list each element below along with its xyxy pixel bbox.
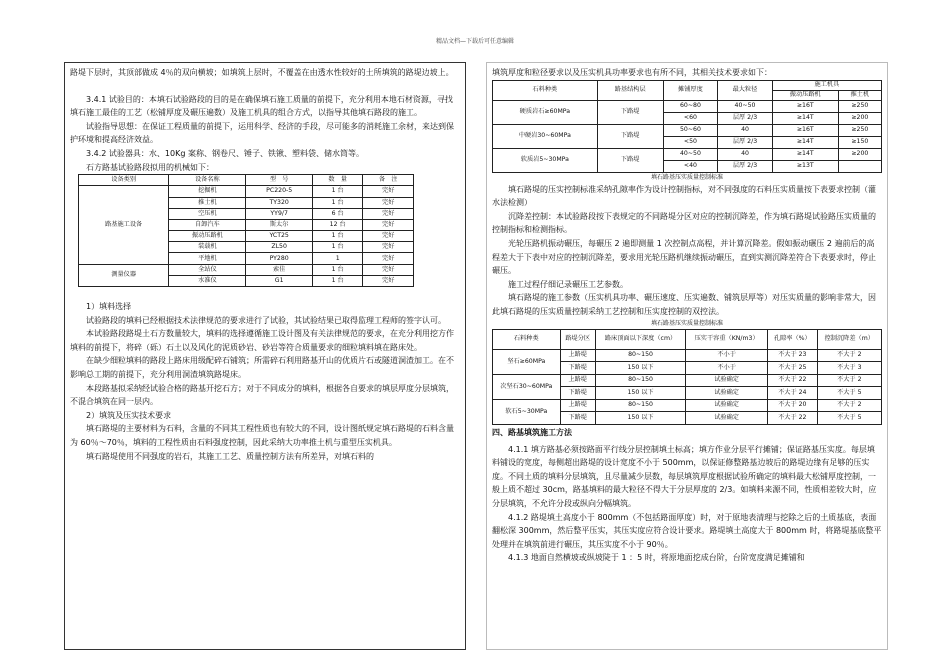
table-header-cell: 数 量 [312, 175, 363, 186]
table-cell: 不大于 3 [817, 362, 881, 375]
table-cell: 试验确定 [686, 387, 768, 400]
table-group-cell: 软质岩5~30MPa [493, 148, 598, 172]
table-group-cell: 测量仪器 [79, 264, 169, 286]
table-header-cell: 路基结构层 [597, 80, 663, 100]
table-cell: 40 [718, 124, 773, 136]
table-cell: ZL50 [246, 242, 313, 253]
table-cell: 60~80 [663, 100, 718, 112]
table-header-cell: 设备名称 [169, 175, 246, 186]
paragraph: 4.1.1 填方路基必须按路面平行线分层控制填土标高；填方作业分层平行摊铺；保证路基压实度。每层填料铺设的宽度，每侧超出路堤的设计宽度不小于 500mm，以保证修整路基边坡后的路堤边缘有足够的压实度。不同土质的填料分层填筑，且尽量减少层数，每层填筑厚度根据试验所确定的填料最大松铺厚度控制，一般上质不超过 30cm，路基填料的最大粒径不得大于分层厚度的 2/3。如填料来源不同，性质相差较大时，应分层填筑，不允许分段或纵向分幅填筑。 [492, 444, 877, 508]
fill-technical-table [492, 80, 882, 173]
table-cell: 层厚 2/3 [718, 112, 773, 124]
table-cell: 平地机 [169, 253, 246, 264]
table-cell: 挖掘机 [169, 186, 246, 197]
paragraph: 试验路段的填料已经根据技术法律规范的要求进行了试验，其试验结果已取得监理工程师的签字认可。 [86, 315, 446, 325]
table-row [79, 264, 414, 275]
table-cell: 完好 [363, 242, 414, 253]
table-header-row [493, 329, 882, 349]
table-header-cell: 孔隙率（%） [768, 329, 818, 349]
table-cell: 完好 [363, 197, 414, 208]
table-cell: 完好 [363, 275, 414, 286]
table-cell: 振动压路机 [169, 231, 246, 242]
table-header-cell: 路床顶面以下深度（cm） [595, 329, 685, 349]
table-cell: TY320 [246, 197, 313, 208]
table-cell: 下路堤 [560, 362, 595, 375]
table-cell: 1 台 [312, 186, 363, 197]
table-cell: ≥16T [772, 100, 838, 112]
table-cell: 上路堤 [560, 399, 595, 412]
table-cell: 完好 [363, 264, 414, 275]
table-cell: 1 台 [312, 197, 363, 208]
page-header: 精品文档—下载后可任意编辑 [435, 38, 514, 45]
table-cell: ≥200 [838, 148, 881, 160]
table-header-cell: 石料种类 [493, 80, 598, 100]
table-cell: 索佳 [246, 264, 313, 275]
table-cell: 不大于 2 [817, 374, 881, 387]
table-cell: 上路堤 [560, 374, 595, 387]
table-cell: 完好 [363, 208, 414, 219]
left-column [64, 62, 466, 650]
table-header-cell: 最大粒径 [718, 80, 773, 100]
table-cell: 斯太尔 [246, 219, 313, 230]
table-cell: 装载机 [169, 242, 246, 253]
paragraph: 4.1.3 地面自然横坡或纵坡陡于 1 ：5 时，将原地面挖成台阶，台阶宽度满足摊铺和 [508, 553, 805, 563]
table-cell: PY280 [246, 253, 313, 264]
paragraph: 4.1.2 路堤填土高度小于 800mm（不包括路面厚度）时，对于原地表清理与挖除之后的土质基底，表面翻松深 300mm，然后整平压实，其压实度应符合设计要求。路堤填土高度大于 800mm 时，将路堤基底整平处理并在填筑前进行碾压，其压实度不小于 90％。 [492, 512, 882, 549]
paragraph: 施工过程仔细记录碾压工艺参数。 [508, 279, 628, 289]
table-cell: ≥250 [838, 100, 881, 112]
table-header-row [493, 80, 882, 90]
table-row [493, 399, 882, 412]
paragraph: 沉降差控制：本试验路段按下表规定的不同路堤分区对应的控制沉降差，作为填石路堤试验路压实质量的控制指标和检测指标。 [492, 211, 876, 235]
paragraph: 填石路堤的施工参数（压实机具功率、碾压速度、压实遍数、铺筑层厚等）对压实质量的影响非常大，因此填石路堤的压实质量控制采纳工艺控制和压实度控制的双控法。 [492, 293, 876, 316]
table-cell: ≥150 [838, 136, 881, 148]
table-header-cell: 振动压路机 [772, 90, 838, 100]
table-cell: G1 [246, 275, 313, 286]
table-cell: 上路堤 [560, 349, 595, 362]
table-cell: 150 以下 [595, 362, 685, 375]
table-cell: 12 台 [312, 219, 363, 230]
paragraph: 3.4.2 试验器具：水、10Kg 案称、钢卷尺、锤子、铁锹、塑料袋、储水筒等。 [86, 148, 364, 158]
table-row [493, 148, 882, 160]
table-cell: 不大于 2 [817, 399, 881, 412]
table-cell: 不大于 23 [768, 349, 818, 362]
table-cell: 80~150 [595, 399, 685, 412]
table-row [493, 374, 882, 387]
paragraph: 路堤下层时，其顶部做成 4％的双向横坡；如填筑上层时，不覆盖在由透水性较好的土所填筑的路堤边坡上。 [70, 68, 454, 77]
table-cell: ≥14T [772, 136, 838, 148]
subheading: 1）填料选择 [86, 302, 132, 312]
table-cell: 50~60 [663, 124, 718, 136]
table-cell: 完好 [363, 231, 414, 242]
table-cell: 水准仪 [169, 275, 246, 286]
table-cell: YY9/7 [246, 208, 313, 219]
table-header-cell: 控制沉降差（m） [817, 329, 881, 349]
table-cell: 不小于 [686, 362, 768, 375]
table-cell: 空压机 [169, 208, 246, 219]
table-cell: 层厚 2/3 [718, 136, 773, 148]
paragraph: 填石路堤的主要材料为石料，含量的不同其工程性质也有较大的不同，设计图纸规定填石路堤的石料含量为 60％～70％，填料的工程性质由石料强度控制，因此采纳大功率推土机与重型压实机具。 [70, 424, 454, 447]
table-cell: 40~50 [718, 100, 773, 112]
table-cell: 推土机 [169, 197, 246, 208]
table-group-cell: 下路堤 [597, 124, 663, 148]
paragraph: 在缺少细粒填料的路段上路床用级配碎石铺筑；所需碎石利用路基开山的优质片石或隧道洞渣加工。在不影响总工期的前提下，充分利用洞渣填筑路堤床。 [70, 356, 454, 379]
table-cell: PC220-5 [246, 186, 313, 197]
table-cell: 试验确定 [686, 399, 768, 412]
table-header-row [79, 175, 414, 186]
table-cell: 1 台 [312, 264, 363, 275]
paragraph: 本段路基拟采纳经试验合格的路基开挖石方；对于不同成分的填料，根据各自要求的填层厚度分层填筑，不混合填筑在同一层内。 [70, 383, 454, 407]
table-cell: 下路堤 [560, 412, 595, 425]
equipment-table [78, 174, 414, 287]
table-cell: ≥16T [772, 124, 838, 136]
table-cell: 6 台 [312, 208, 363, 219]
table-cell: ≥200 [838, 112, 881, 124]
table-group-cell: 软石5~30MPa [493, 399, 561, 424]
paragraph: 3.4.1 试验目的：本填石试验路段的目的是在确保填石施工质量的前提下，充分利用本地石材资源，寻找填石施工最佳的工艺（松铺厚度及碾压遍数）及施工机具的组合方式，以指导其他填石路段的施工。 [70, 94, 453, 118]
table-cell: <40 [663, 160, 718, 172]
table-row [79, 186, 414, 197]
table-cell: 不大于 2 [817, 349, 881, 362]
table-cell: ≥14T [772, 112, 838, 124]
table-row [493, 100, 882, 112]
table-cell: 下路堤 [560, 387, 595, 400]
table-group-cell: 硬质岩石≥60MPa [493, 100, 598, 124]
table-cell: <60 [663, 112, 718, 124]
table-group-cell: 坚石≥60MPa [493, 349, 561, 374]
table-cell: 不大于 5 [817, 412, 881, 425]
table-header-cell: 设备类别 [79, 175, 169, 186]
table-cell: 试验确定 [686, 412, 768, 425]
table-cell: ≥250 [838, 124, 881, 136]
table-cell: 80~150 [595, 374, 685, 387]
table-group-cell: 次坚石30~60MPa [493, 374, 561, 399]
table-cell: 40~50 [663, 148, 718, 160]
table-cell: 不大于 22 [768, 412, 818, 425]
table-cell: 不大于 22 [768, 374, 818, 387]
table-header-cell: 型 号 [246, 175, 313, 186]
table-cell: 不大于 24 [768, 387, 818, 400]
table-group-cell: 下路堤 [597, 100, 663, 124]
table-group-cell: 下路堤 [597, 148, 663, 172]
table-cell: 完好 [363, 186, 414, 197]
table-group-cell: 中硬岩30~60MPa [493, 124, 598, 148]
table-cell: ≥13T [772, 160, 838, 172]
table-header-cell: 备 注 [363, 175, 414, 186]
table-cell: 完好 [363, 253, 414, 264]
table-cell: 1 [312, 253, 363, 264]
compaction-standard-table [492, 329, 882, 425]
table-cell: 完好 [363, 219, 414, 230]
table-cell: <50 [663, 136, 718, 148]
table-header-cell: 施工机具 [772, 80, 881, 90]
table-cell: 不大于 5 [817, 387, 881, 400]
table-row [493, 124, 882, 136]
subheading: 2）填筑及压实技术要求 [86, 410, 172, 420]
paragraph: 本试验路段路堤土石方数量较大，填料的选择遵循施工设计图及有关法律规范的要求，在充分利用挖方作填料的前提下，将碎（砾）石土以及风化的泥质砂岩、砂岩等符合质量要求的细粒填料填在路床处。 [70, 329, 454, 352]
table-header-cell: 路堤分区 [560, 329, 595, 349]
table-cell: 1 台 [312, 242, 363, 253]
table-cell: 不大于 25 [768, 362, 818, 375]
table-row [493, 349, 882, 362]
table-cell: 150 以下 [595, 412, 685, 425]
table-cell: 自卸汽车 [169, 219, 246, 230]
table-cell: 不小于 [686, 349, 768, 362]
paragraph: 填石路堤的压实控制标准采纳孔隙率作为设计控制指标，对不同强度的石料压实质量按下表要求控制（灌水法检测） [492, 184, 876, 208]
table-header-cell: 摊铺厚度 [663, 80, 718, 100]
table-cell: 150 以下 [595, 387, 685, 400]
table-header-cell: 压实干容重（KN/m3） [686, 329, 768, 349]
paragraph: 光轮压路机振动碾压，每碾压 2 遍即测量 1 次控制点高程，并计算沉降差。假如振动碾压 2 遍前后的高程差大于下表中对应的控制沉降差，要求用光轮压路机继续振动碾压，直到实测沉降差符合下表要求时，停止碾压。 [492, 238, 876, 276]
table-cell: 1 台 [312, 275, 363, 286]
paragraph: 试验指导思想：在保证工程质量的前提下，运用科学、经济的手段，尽可能多的消耗施工余材，来达到保护环境和提高经济效益。 [70, 121, 454, 145]
table-cell: 全站仪 [169, 264, 246, 275]
table-cell: 80~150 [595, 349, 685, 362]
table-cell: 不大于 20 [768, 399, 818, 412]
table-cell: 层厚 2/3 [718, 160, 773, 172]
table-cell: 40 [718, 148, 773, 160]
table-cell [838, 160, 881, 172]
table-header-cell: 推土机 [838, 90, 881, 100]
table-cell: 试验确定 [686, 374, 768, 387]
table-caption: 填石路基压实质量控制标准 [650, 173, 723, 181]
paragraph: 石方路基试验路段拟用的机械如下： [86, 162, 214, 172]
table-caption: 填石路基压实质量控制标准 [650, 319, 723, 327]
paragraph: 填筑厚度和粒径要求以及压实机具功率要求也有所不同，其相关技术要求如下： [492, 68, 772, 77]
table-cell: YCT25 [246, 231, 313, 242]
right-column [486, 62, 888, 650]
paragraph: 填石路堤使用不同强度的岩石，其施工工艺、质量控制方法有所差异，对填石料的 [86, 451, 374, 461]
table-group-cell: 路基施工设备 [79, 186, 169, 264]
section-heading: 四、路基填筑施工方法 [492, 427, 572, 437]
table-header-cell: 石料种类 [493, 329, 561, 349]
table-cell: 1 台 [312, 231, 363, 242]
table-cell: ≥14T [772, 148, 838, 160]
